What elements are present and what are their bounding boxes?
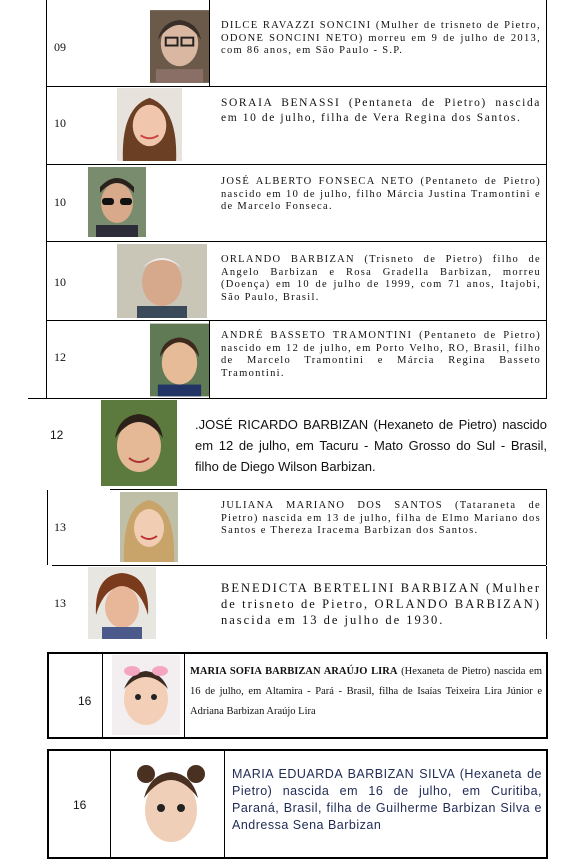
row-divider <box>46 86 547 87</box>
portrait-photo <box>120 492 178 562</box>
row-divider <box>28 398 547 399</box>
cell-divider <box>110 749 111 859</box>
entry-text: .JOSÉ RICARDO BARBIZAN (Hexaneto de Pietro) nascido em 12 de julho, em Tacuru - Mato Grosso do Sul - Brasil, filho de Diego Wilson Barbizan. <box>195 417 547 474</box>
portrait-photo <box>150 323 209 397</box>
cell-divider <box>224 749 225 859</box>
entry-text <box>190 662 542 722</box>
cell-divider <box>546 490 547 565</box>
portrait-photo <box>101 400 177 486</box>
entry-day: 13 <box>54 596 66 610</box>
cell-divider <box>47 490 48 565</box>
row-divider <box>46 320 547 321</box>
portrait-photo <box>117 88 182 161</box>
portrait-photo <box>112 655 180 735</box>
row-divider <box>52 565 546 566</box>
entry-text: ORLANDO BARBIZAN (Trisneto de Pietro) filho de Angelo Barbizan e Rosa Gradella Barbizan, morreu (Doença) em 10 de julho de 1999, com 71 anos, Itajobi, São Paulo, Brasil. <box>221 254 541 303</box>
entry-text: DILCE RAVAZZI SONCINI (Mulher de trisneto de Pietro, ODONE SONCINI NETO) morreu em 9 de julho de 2013, com 86 anos, em São Paulo - S.P. <box>221 20 541 56</box>
portrait-photo <box>150 10 209 83</box>
entry-text: JOSÉ ALBERTO FONSECA NETO (Pentaneto de Pietro) nascido em 10 de julho, filho Márcia Justina Tramontini e de Marcelo Fonseca. <box>221 176 541 212</box>
cell-divider <box>102 652 103 739</box>
portrait-photo <box>88 567 156 639</box>
cell-divider <box>546 566 547 639</box>
table-border-left <box>46 0 47 398</box>
cell-divider <box>184 652 185 739</box>
entry-description: (Hexaneta de Pietro) nascida em 16 de julho, em Altamira - Pará - Brasil, filha de Isaías Teixeira Lira Júnior e Adriana Barbizan Araújo Lira <box>190 666 542 717</box>
portrait-photo <box>88 167 146 237</box>
table-border-right <box>546 0 547 398</box>
entry-text: BENEDICTA BERTELINI BARBIZAN (Mulher de trisneto de Pietro, ORLANDO BARBIZAN) nascida em 13 de julho de 1930. <box>221 581 541 627</box>
row-divider <box>46 241 547 242</box>
row-divider <box>46 164 547 165</box>
entry-day: 10 <box>54 195 66 209</box>
entry-day: 13 <box>54 520 66 534</box>
row-divider <box>110 489 547 490</box>
cell-divider <box>209 320 210 398</box>
entry-text: ANDRÉ BASSETO TRAMONTINI (Pentaneto de Pietro) nascido em 12 de julho, em Porto Velho, RO, Brasil, filho de Marcelo Tramontini e Márcia Regina Basseto Tramontini. <box>221 330 541 379</box>
entry-text: MARIA EDUARDA BARBIZAN SILVA (Hexaneta de Pietro) nascida em 16 de julho, em Curitiba, Paraná, Brasil, filha de Guilherme Barbizan Silva e Andressa Sena Barbizan <box>232 767 542 832</box>
entry-day: 16 <box>73 798 87 812</box>
cell-divider <box>209 0 210 86</box>
entry-day: 09 <box>54 40 66 54</box>
entry-day: 10 <box>54 116 66 130</box>
entry-day: 16 <box>78 694 92 708</box>
portrait-photo <box>117 244 207 318</box>
entry-text: JULIANA MARIANO DOS SANTOS (Tataraneta de Pietro) nascida em 13 de julho, filha de Elmo Mariano dos Santos e Thereza Iracema Barbizan dos Santos. <box>221 500 541 536</box>
entry-day: 12 <box>50 428 64 442</box>
entry-name: MARIA SOFIA BARBIZAN ARAÚJO LIRA <box>190 666 398 677</box>
portrait-photo <box>128 752 214 856</box>
entry-text: SORAIA BENASSI (Pentaneta de Pietro) nascida em 10 de julho, filha de Vera Regina dos Santos. <box>221 97 541 124</box>
entry-day: 10 <box>54 275 66 289</box>
entry-day: 12 <box>54 350 66 364</box>
